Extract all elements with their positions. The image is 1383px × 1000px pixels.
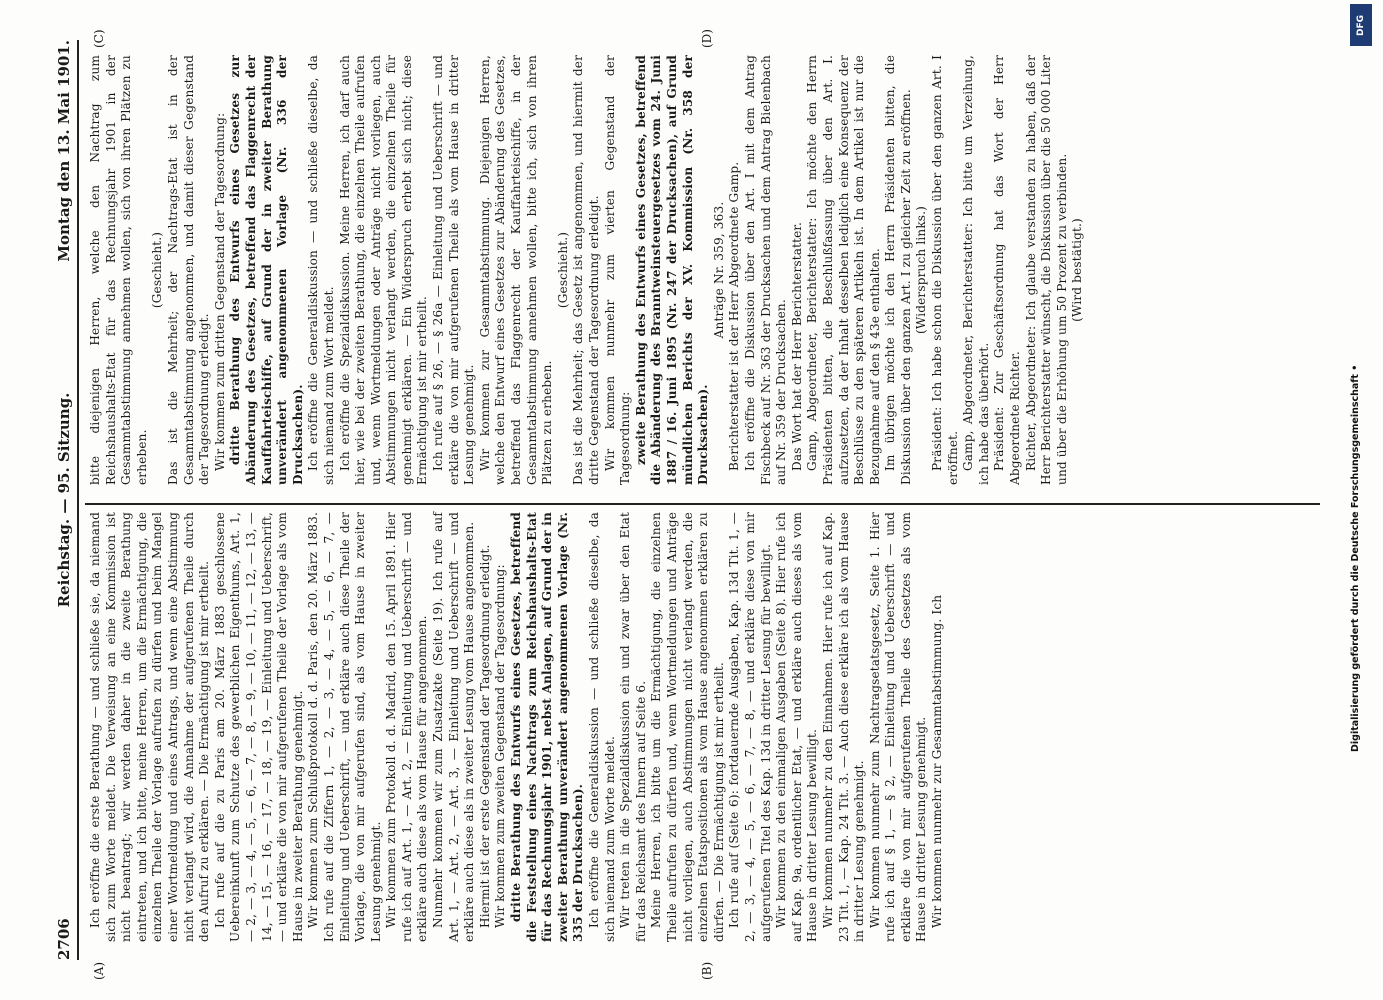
paragraph: Wir kommen zum Schlußprotokoll d. d. Paris, den 20. März 1883. Ich rufe auf die Ziffern 1, — 2, — 3, — 4, — 5, — 6, — 7, — Einleitung und Ueberschrift, — und erkläre auch diese Theile der Vorlage, die von mir aufgerufen sind, als vom Hause in zweiter Lesung genehmigt.	[306, 512, 383, 942]
paragraph: Das ist die Mehrheit; das Gesetz ist angenommen, und hiermit der dritte Gegenstand der Tagesordnung erledigt.	[571, 55, 601, 485]
paragraph: Das ist die Mehrheit; der Nachtrags-Etat ist in der Gesammtabstimmung angenommen, und damit dieser Gegenstand der Tagesordnung erledigt.	[165, 55, 212, 485]
paragraph: bitte diejenigen Herren, welche den Nachtrag zum Reichshaushalts-Etat für das Rechnungsjahr 1901 in der Gesammtabstimmung annehmen wollen, sich von ihren Plätzen zu erheben.	[88, 55, 149, 485]
paragraph: Ich rufe auf § 26, — § 26a — Einleitung und Ueberschrift — und erkläre die von mir aufgerufenen Theile als vom Hause in dritter Lesung genehmigt.	[431, 55, 477, 485]
page-header	[45, 40, 79, 960]
paragraph: Das Wort hat der Herr Berichterstatter.	[789, 221, 804, 471]
column-divider	[85, 503, 1320, 505]
stage-direction: (Geschieht.)	[150, 231, 165, 309]
digitization-note: Digitalisierung gefördert durch die Deutsche Forschungsgemeinschaft •	[1350, 364, 1361, 752]
session-title: Reichstag. — 95. Sitzung.	[55, 392, 73, 608]
paragraph: Wir kommen zum zweiten Gegenstand der Tagesordnung:	[493, 564, 508, 928]
speech-paragraph: Richter, Abgeordneter: Ich glaube verstanden zu haben, daß der Herr Berichterstatter wünscht, die Diskussion über die 50 000 Liter und über die Erhöhung um 50 Prozent zu verbinden.	[1023, 55, 1069, 485]
paragraph: Meine Herren, ich bitte um die Ermächtigung, die einzelnen Theile aufrufen zu dürfen und, wenn Wortmeldungen und Anträge nicht vorliegen, auch Abstimmungen nicht verlangt werden, die einzelnen Etatspositionen als vom Hause angenommen erklären zu dürfen. — Die Ermächtigung ist mir ertheilt.	[649, 512, 726, 942]
paragraph: Ich eröffne die Diskussion über den Art. I mit dem Antrag Fischbeck auf Nr. 363 der Drucksachen und dem Antrag Bielenbach auf Nr. 359 der Drucksachen.	[742, 55, 789, 485]
speech-paragraph: Präsident: Zur Geschäftsordnung hat das Wort der Herr Abgeordnete Richter.	[992, 55, 1023, 485]
speech-paragraph: Präsident: Ich habe schon die Diskussion über den ganzen Art. I eröffnet.	[930, 55, 960, 485]
dfg-logo: DFG	[1350, 4, 1372, 46]
page-number: 2706	[55, 918, 73, 960]
stage-direction: (Widerspruch links.)	[914, 205, 929, 335]
paragraph: Ich eröffne die Generaldiskussion — und schließe dieselbe, da sich niemand zum Wort meldet.	[306, 55, 336, 485]
paragraph: Ich eröffne die Generaldiskussion — und schließe dieselbe, da sich niemand zum Worte meldet.	[587, 512, 617, 942]
paragraph: Berichterstatter ist der Herr Abgeordnete Gamp.	[727, 161, 742, 471]
session-date: Montag den 13. Mai 1901.	[55, 40, 73, 262]
paragraph: Nunmehr kommen wir zum Zusatzakte (Seite 19). Ich rufe auf Art. 1, — Art. 2, — Art. 3, — Einleitung und Ueberschrift — und erkläre auch diese als in zweiter Lesung vom Hause angenommen.	[431, 512, 477, 942]
stage-direction: (Geschieht.)	[555, 231, 570, 309]
paragraph: Wir kommen zur Gesammtabstimmung. Diejenigen Herren, welche den Entwurf eines Gesetzes zur Abänderung des Gesetzes, betreffend das Flaggenrecht der Kauffahrteischiffe, in der Gesammtabstimmung annehmen wollen, bitte ich, sich von ihren Plätzen zu erheben.	[477, 55, 555, 485]
speech-paragraph: Gamp, Abgeordneter, Berichterstatter: Ich möchte den Herrn Präsidenten bitten, die Beschlußfassung über den Art. I. aufzusetzen, da der Inhalt desselben lediglich eine Konsequenz der Beschlüsse zu den späteren Artikeln ist. In dem Artikel ist nur die Bezugnahme auf den § 43e enthalten.	[805, 55, 882, 485]
margin-marker-a: (A)	[92, 961, 106, 980]
agenda-item-heading: dritte Berathung des Entwurfs eines Gesetzes zur Abänderung des Gesetzes, betreffend das Flaggenrecht der Kauffahrteischiffe, auf Grund der in zweiter Berathung unverändert angenommenen Vorlage (Nr. 336 der Drucksachen).	[228, 55, 305, 485]
paragraph: Anträge Nr. 359, 363.	[711, 201, 726, 339]
right-column	[88, 55, 1086, 485]
paragraph: Wir kommen zu den einmaligen Ausgaben (Seite 8). Hier rufe ich auf Kap. 9a, ordentlicher Etat, — und erkläre auch dieses als vom Hause in dritter Lesung bewilligt.	[774, 512, 820, 942]
left-column	[88, 512, 946, 942]
paragraph: Ich eröffne die erste Berathung — und schließe sie, da niemand sich zum Worte meldet. Die Verweisung an eine Kommission ist nicht beantragt; wir werden daher in die zweite Berathung eintreten, und ich bitte, meine Herren, um die Ermächtigung, die einzelnen Theile der Vorlage aufrufen zu dürfen und beim Mangel einer Wortmeldung und eines Antrags, und wenn eine Abstimmung nicht verlangt wird, die Annahme der aufgerufenen Theile durch den Aufruf zu erklären. — Die Ermächtigung ist mir ertheilt.	[88, 512, 212, 942]
margin-marker-d: (D)	[700, 29, 714, 48]
paragraph: Wir kommen zum Protokoll d. d. Madrid, den 15. April 1891. Hier rufe ich auf Art. 1, — Art. 2, — Einleitung und Ueberschrift — und erkläre auch diese als vom Hause für angenommen.	[384, 512, 430, 942]
paragraph: Hiermit ist der erste Gegenstand der Tagesordnung erledigt.	[477, 544, 492, 928]
paragraph: Ich rufe auf (Seite 6): fortdauernde Ausgaben, Kap. 13d Tit. 1, — 2, — 3, — 4, — 5, — 6, — 7, — 8, — und erkläre diese von mir aufgerufenen Titel des Kap. 13d in dritter Lesung für bewilligt.	[727, 512, 773, 942]
digitization-stamp	[1346, 0, 1383, 1000]
margin-marker-b: (B)	[700, 961, 714, 980]
paragraph: Wir kommen zum dritten Gegenstand der Tagesordnung:	[212, 112, 227, 471]
agenda-item-heading: zweite Berathung des Entwurfs eines Gesetzes, betreffend die Abänderung des Branntweinsteuergesetzes vom 24. Juni 1887 / 16. Juni 1895 (Nr. 247 der Drucksachen), auf Grund mündlichen Berichts der XV. Kommission (Nr. 358 der Drucksachen).	[633, 55, 711, 485]
paragraph: Wir kommen nunmehr zur Gesammtabstimmung. Ich	[930, 594, 945, 928]
paragraph: Wir kommen nunmehr zum Nachtragsetatsgesetz, Seite 1. Hier rufe ich auf § 1, — § 2, — Einleitung und Ueberschrift — und erkläre die von mir aufgerufenen Theile des Gesetzes als vom Hause in dritter Lesung genehmigt.	[867, 512, 929, 942]
paragraph: Ich rufe auf die zu Paris am 20. März 1883 geschlossene Uebereinkunft zum Schutze des gewerblichen Eigenthums, Art. 1, — 2, — 3, — 4, — 5, — 6, — 7, — 8, — 9, — 10, — 11, — 12, — 13, — 14, — 15, — 16, — 17, — 18, — 19, — Einleitung und Ueberschrift, — und erkläre die von mir aufgerufenen Theile der Vorlage als vom Hause in zweiter Berathung genehmigt.	[212, 512, 305, 942]
speech-paragraph: Gamp, Abgeordneter, Berichterstatter: Ich bitte um Verzeihung, ich habe das überhört.	[961, 55, 991, 485]
margin-marker-c: (C)	[92, 29, 106, 48]
paragraph: Ich eröffne die Spezialdiskussion. Meine Herren, ich darf auch hier, wie bei der zweiten Berathung, die einzelnen Theile aufrufen und, wenn Wortmeldungen oder Anträge nicht vorliegen, auch Abstimmungen nicht verlangt werden, die einzelnen Theile für genehmigt erklären. — Ein Widerspruch erhebt sich nicht; diese Ermächtigung ist mir ertheilt.	[337, 55, 430, 485]
paragraph: Im übrigen möchte ich den Herrn Präsidenten bitten, die Diskussion über den ganzen Art. I zu gleicher Zeit zu eröffnen.	[883, 55, 913, 485]
paragraph: Wir treten in die Spezialdiskussion ein und zwar über den Etat für das Reichsamt des Innern auf Seite 6.	[618, 512, 648, 942]
stage-direction: (Wird bestätigt.)	[1070, 218, 1085, 322]
agenda-item-heading: dritte Berathung des Entwurfs eines Gesetzes, betreffend die Feststellung eines Nachtrags zum Reichshaushalts-Etat für das Rechnungsjahr 1901, nebst Anlagen, auf Grund der in zweiter Berathung unverändert angenommenen Vorlage (Nr. 335 der Drucksachen).	[509, 512, 586, 942]
paragraph: Wir kommen nunmehr zu den Einnahmen. Hier rufe ich auf Kap. 23 Tit. 1, — Kap. 24 Tit. 3. — Auch diese erkläre ich als vom Hause in dritter Lesung genehmigt.	[820, 512, 867, 942]
paragraph: Wir kommen nunmehr zum vierten Gegenstand der Tagesordnung:	[602, 55, 633, 485]
